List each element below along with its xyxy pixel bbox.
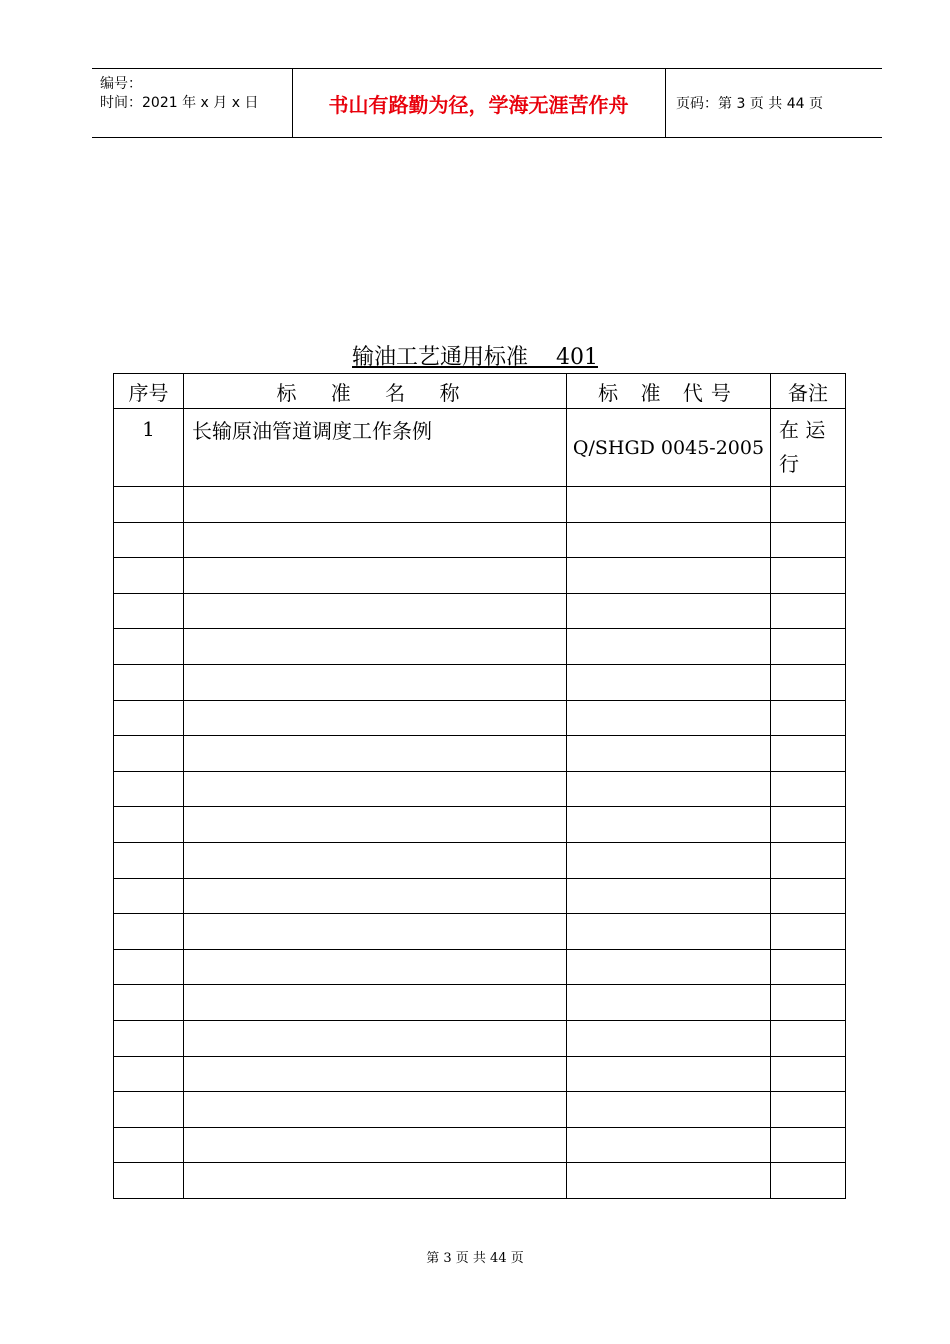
table-cell-empty: [567, 629, 771, 665]
table-row-empty: [114, 1056, 846, 1092]
table-cell-empty: [771, 522, 846, 558]
header-serial: 序号: [114, 374, 184, 409]
table-cell-empty: [567, 522, 771, 558]
table-cell-empty: [184, 771, 567, 807]
table-cell-empty: [184, 914, 567, 950]
table-cell-empty: [184, 1163, 567, 1199]
table-cell-empty: [567, 949, 771, 985]
table-cell-empty: [114, 522, 184, 558]
table-cell-empty: [114, 807, 184, 843]
table-cell-empty: [114, 878, 184, 914]
table-cell-empty: [567, 1163, 771, 1199]
table-row-empty: [114, 522, 846, 558]
table-cell-empty: [771, 985, 846, 1021]
table-cell-empty: [184, 736, 567, 772]
table-cell-empty: [567, 1056, 771, 1092]
table-cell-empty: [184, 629, 567, 665]
table-cell-empty: [114, 629, 184, 665]
table-cell-empty: [184, 878, 567, 914]
table-row-empty: [114, 1163, 846, 1199]
table-cell-empty: [114, 771, 184, 807]
table-cell-empty: [184, 949, 567, 985]
table-cell-empty: [567, 558, 771, 594]
table-cell-empty: [771, 914, 846, 950]
table-cell-empty: [114, 842, 184, 878]
table-row-empty: [114, 985, 846, 1021]
table-cell-empty: [184, 1127, 567, 1163]
table-cell-empty: [184, 558, 567, 594]
header-standard-name: 标 准 名 称: [184, 374, 567, 409]
number-label: 编号：: [100, 76, 142, 92]
cell-standard-code: Q/SHGD 0045-2005: [567, 409, 771, 487]
table-cell-empty: [114, 664, 184, 700]
cell-remarks: 在 运行: [771, 409, 846, 487]
table-cell-empty: [771, 664, 846, 700]
table-cell-empty: [114, 1020, 184, 1056]
header-motto: 书山有路勤为径，学海无涯苦作舟: [292, 69, 666, 137]
table-cell-empty: [184, 593, 567, 629]
table-cell-empty: [114, 1127, 184, 1163]
table-cell-empty: [114, 700, 184, 736]
table-row-empty: [114, 1127, 846, 1163]
table-row-empty: [114, 736, 846, 772]
table-cell-empty: [771, 1092, 846, 1128]
table-cell-empty: [771, 842, 846, 878]
table-cell-empty: [567, 842, 771, 878]
table-row: [114, 409, 846, 487]
table-cell-empty: [114, 736, 184, 772]
header-meta: [92, 69, 293, 137]
table-cell-empty: [567, 1127, 771, 1163]
table-cell-empty: [114, 914, 184, 950]
table-cell-empty: [184, 522, 567, 558]
table-cell-empty: [567, 1020, 771, 1056]
table-row-empty: [114, 1092, 846, 1128]
table-cell-empty: [771, 1163, 846, 1199]
table-cell-empty: [567, 878, 771, 914]
table-cell-empty: [184, 664, 567, 700]
table-cell-empty: [771, 1127, 846, 1163]
table-cell-empty: [771, 558, 846, 594]
table-row-empty: [114, 842, 846, 878]
table-row-empty: [114, 700, 846, 736]
table-cell-empty: [771, 700, 846, 736]
header-standard-code: 标 准 代号: [567, 374, 771, 409]
table-cell-empty: [567, 985, 771, 1021]
table-cell-empty: [184, 985, 567, 1021]
table-cell-empty: [567, 807, 771, 843]
table-cell-empty: [771, 771, 846, 807]
table-row-empty: [114, 914, 846, 950]
page-header: [92, 68, 882, 138]
table-row-empty: [114, 558, 846, 594]
table-cell-empty: [567, 914, 771, 950]
table-row-empty: [114, 1020, 846, 1056]
table-cell-empty: [114, 487, 184, 523]
table-row-empty: [114, 487, 846, 523]
page-footer: 第 3 页 共 44 页: [426, 1251, 524, 1266]
table-cell-empty: [184, 1092, 567, 1128]
table-row-empty: [114, 807, 846, 843]
table-cell-empty: [184, 842, 567, 878]
table-cell-empty: [567, 664, 771, 700]
table-cell-empty: [771, 1056, 846, 1092]
table-cell-empty: [114, 1056, 184, 1092]
table-cell-empty: [114, 1092, 184, 1128]
table-row-empty: [114, 593, 846, 629]
table-cell-empty: [184, 1020, 567, 1056]
cell-standard-name: 长输原油管道调度工作条例: [184, 409, 567, 487]
time-label: 时间：2021 年 x 月 x 日: [100, 95, 259, 111]
table-cell-empty: [184, 700, 567, 736]
header-page-label: 页码：第 3 页 共 44 页: [676, 96, 823, 112]
table-cell-empty: [567, 700, 771, 736]
table-cell-empty: [114, 949, 184, 985]
table-cell-empty: [184, 807, 567, 843]
table-cell-empty: [771, 629, 846, 665]
table-row-empty: [114, 771, 846, 807]
standards-table: [113, 373, 846, 1199]
cell-serial: 1: [114, 409, 184, 487]
table-cell-empty: [771, 593, 846, 629]
table-cell-empty: [114, 1163, 184, 1199]
table-cell-empty: [771, 878, 846, 914]
document-title-text: 输油工艺通用标准 401: [352, 345, 598, 370]
table-row-empty: [114, 949, 846, 985]
table-cell-empty: [567, 771, 771, 807]
table-cell-empty: [771, 1020, 846, 1056]
table-cell-empty: [567, 593, 771, 629]
table-cell-empty: [567, 736, 771, 772]
table-cell-empty: [771, 949, 846, 985]
table-row-empty: [114, 664, 846, 700]
table-row-empty: [114, 629, 846, 665]
table-cell-empty: [114, 558, 184, 594]
table-cell-empty: [771, 487, 846, 523]
document-title: [0, 340, 950, 371]
table-cell-empty: [114, 985, 184, 1021]
table-header-row: [114, 374, 846, 409]
table-cell-empty: [184, 1056, 567, 1092]
table-cell-empty: [771, 807, 846, 843]
table-cell-empty: [114, 593, 184, 629]
table-cell-empty: [567, 1092, 771, 1128]
header-remarks: 备注: [771, 374, 846, 409]
table-cell-empty: [184, 487, 567, 523]
table-cell-empty: [771, 736, 846, 772]
table-row-empty: [114, 878, 846, 914]
table-cell-empty: [567, 487, 771, 523]
